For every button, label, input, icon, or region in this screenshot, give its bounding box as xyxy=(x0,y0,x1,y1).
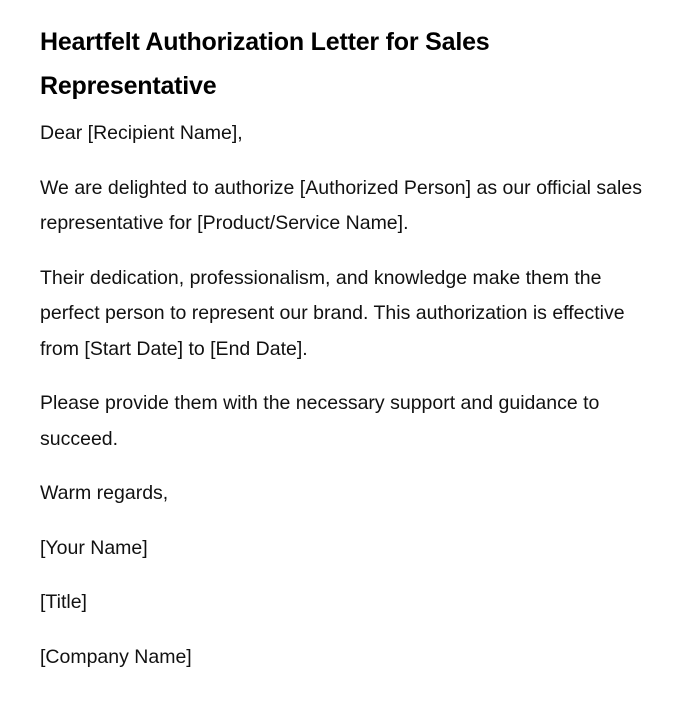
body-paragraph-2: Their dedication, professionalism, and knowledge make them the perfect person to represent our brand. This authorization is effective from [Start Date] to [End Date]. xyxy=(40,266,625,360)
signature-name: [Your Name] xyxy=(40,536,148,559)
body-paragraph-3: Please provide them with the necessary support and guidance to succeed. xyxy=(40,392,600,450)
salutation: Dear [Recipient Name], xyxy=(40,122,243,144)
signature-company: [Company Name] xyxy=(40,645,192,668)
body-paragraph-1: We are delighted to authorize [Authorized Person] as our official sales representative for [Product/Service Name]. xyxy=(40,176,642,234)
letter-title: Heartfelt Authorization Letter for Sales Representative xyxy=(40,28,490,100)
closing: Warm regards, xyxy=(40,482,169,504)
signature-title: [Title] xyxy=(40,591,87,613)
